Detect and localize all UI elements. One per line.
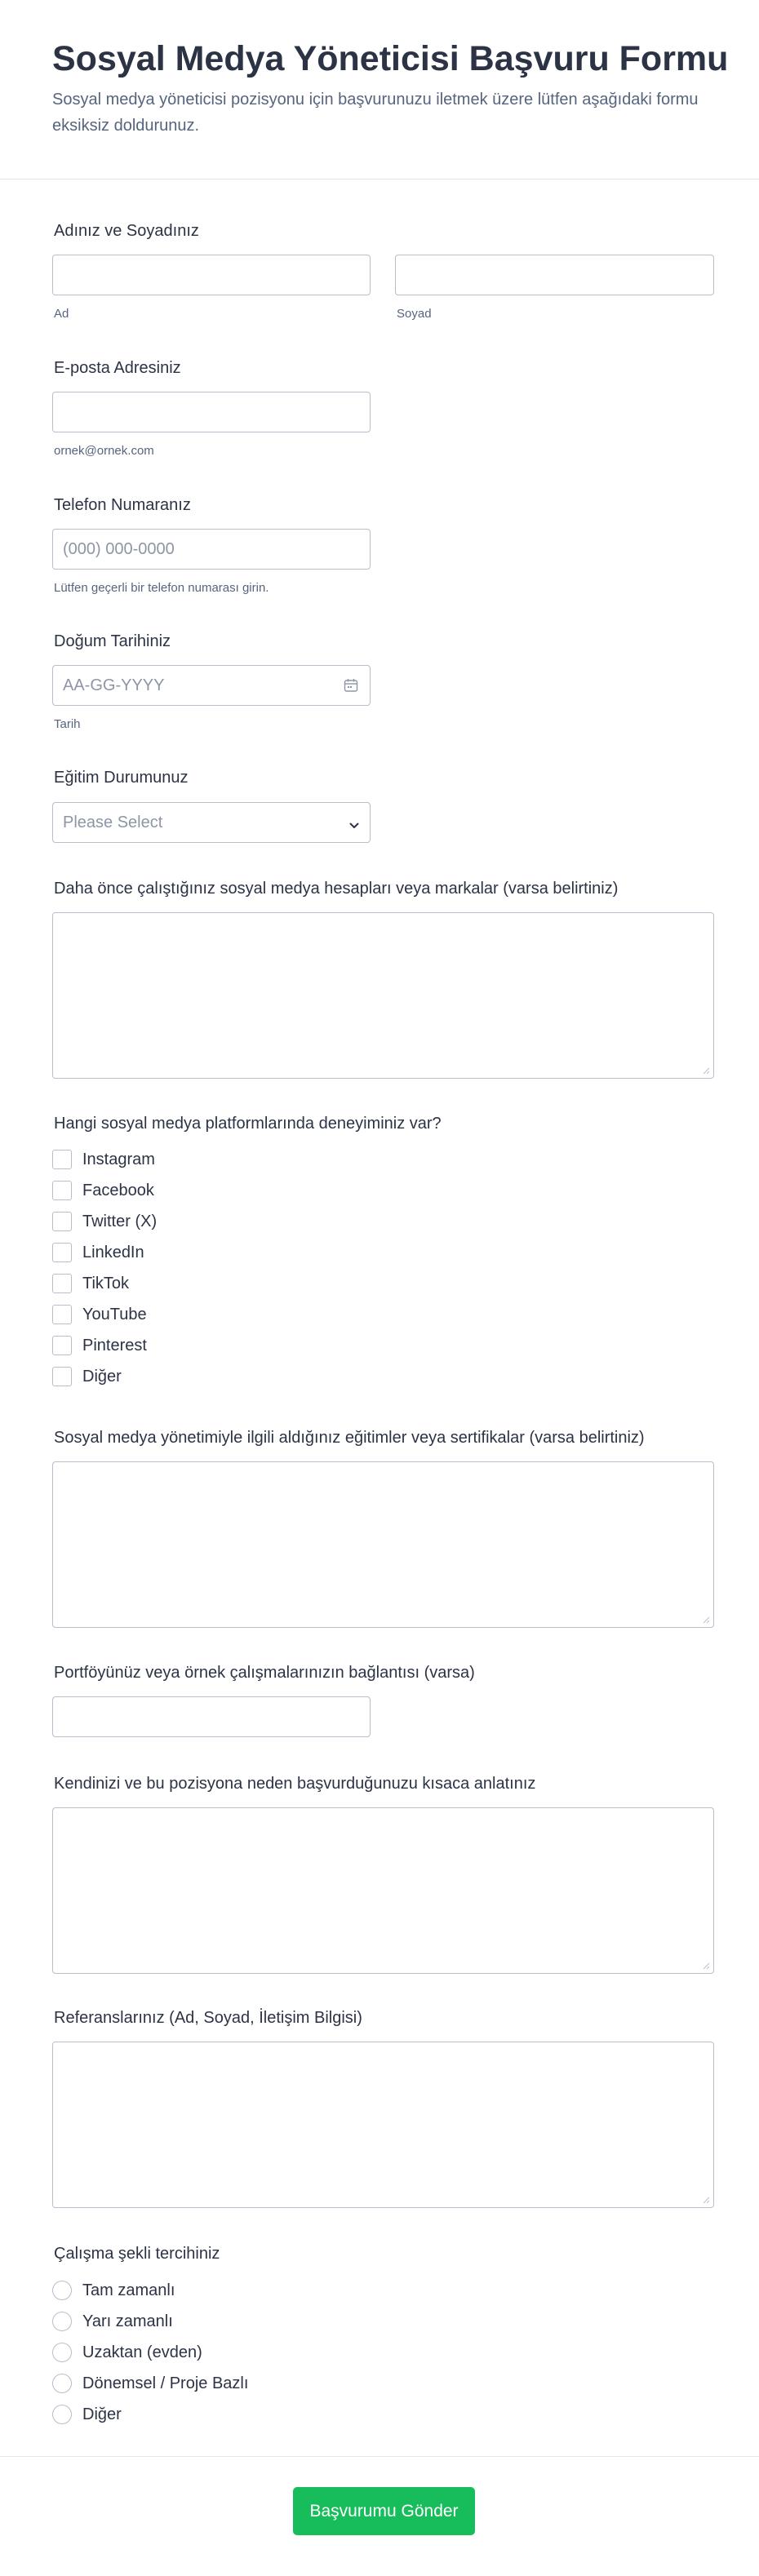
- checkbox[interactable]: [52, 1305, 72, 1324]
- option-label: TikTok: [82, 1275, 130, 1292]
- radio-button[interactable]: [52, 2374, 72, 2393]
- submit-button[interactable]: Başvurumu Gönder: [293, 2487, 475, 2535]
- motivation-label: Kendinizi ve bu pozisyona neden başvurduğunuzu kısaca anlatınız: [54, 1775, 536, 1793]
- form-title: Sosyal Medya Yöneticisi Başvuru Formu: [52, 39, 729, 78]
- resize-grip-icon[interactable]: [702, 2196, 710, 2204]
- checkbox[interactable]: [52, 1150, 72, 1169]
- birthdate-placeholder: AA-GG-YYYY: [63, 676, 165, 694]
- option-label: Uzaktan (evden): [82, 2343, 202, 2361]
- first-name-input[interactable]: [52, 255, 371, 295]
- phone-input[interactable]: [52, 529, 371, 570]
- previous-accounts-label: Daha önce çalıştığınız sosyal medya hesapları veya markalar (varsa belirtiniz): [54, 880, 619, 898]
- birthdate-label: Doğum Tarihiniz: [54, 632, 171, 650]
- education-select[interactable]: [52, 802, 371, 843]
- option-label: Dönemsel / Proje Bazlı: [82, 2374, 249, 2392]
- resize-grip-icon[interactable]: [702, 1066, 710, 1075]
- checkbox[interactable]: [52, 1367, 72, 1386]
- option-label: Pinterest: [82, 1337, 147, 1355]
- option-label: Yarı zamanlı: [82, 2312, 173, 2330]
- email-input[interactable]: [52, 392, 371, 432]
- calendar-icon[interactable]: [344, 678, 358, 693]
- resize-grip-icon[interactable]: [702, 1962, 710, 1970]
- option-label: Diğer: [82, 1368, 122, 1386]
- resize-grip-icon[interactable]: [702, 1616, 710, 1624]
- last-name-input[interactable]: [395, 255, 714, 295]
- option-label: Tam zamanlı: [82, 2281, 175, 2299]
- form-header: [0, 0, 759, 180]
- certifications-textarea[interactable]: [52, 1461, 714, 1628]
- education-label: Eğitim Durumunuz: [54, 769, 189, 787]
- platforms-label: Hangi sosyal medya platformlarında deneyiminiz var?: [54, 1115, 442, 1133]
- option-label: LinkedIn: [82, 1244, 144, 1261]
- radio-button[interactable]: [52, 2281, 72, 2300]
- checkbox[interactable]: [52, 1212, 72, 1231]
- phone-label: Telefon Numaranız: [54, 496, 191, 514]
- checkbox[interactable]: [52, 1243, 72, 1262]
- option-label: Twitter (X): [82, 1213, 158, 1230]
- work-type-label: Çalışma şekli tercihiniz: [54, 2245, 220, 2263]
- checkbox[interactable]: [52, 1181, 72, 1200]
- birthdate-sublabel: Tarih: [54, 717, 81, 731]
- phone-sublabel: Lütfen geçerli bir telefon numarası girin.: [54, 581, 269, 595]
- checkbox[interactable]: [52, 1336, 72, 1355]
- portfolio-label: Portföyünüz veya örnek çalışmalarınızın bağlantısı (varsa): [54, 1664, 475, 1682]
- previous-accounts-textarea[interactable]: [52, 912, 714, 1079]
- form-description: Sosyal medya yöneticisi pozisyonu için başvurunuzu iletmek üzere lütfen aşağıdaki formu eksiksiz doldurunuz.: [52, 91, 699, 135]
- references-textarea[interactable]: [52, 2042, 714, 2208]
- birthdate-input[interactable]: [52, 665, 371, 706]
- option-label: YouTube: [82, 1306, 147, 1323]
- radio-button[interactable]: [52, 2405, 72, 2424]
- chevron-down-icon: [348, 818, 360, 829]
- radio-button[interactable]: [52, 2312, 72, 2331]
- email-label: E-posta Adresiniz: [54, 359, 181, 377]
- last-name-sublabel: Soyad: [397, 307, 432, 321]
- name-label: Adınız ve Soyadınız: [54, 222, 199, 240]
- motivation-textarea[interactable]: [52, 1807, 714, 1974]
- references-label: Referanslarınız (Ad, Soyad, İletişim Bilgisi): [54, 2009, 362, 2027]
- radio-button[interactable]: [52, 2343, 72, 2362]
- checkbox[interactable]: [52, 1274, 72, 1293]
- option-label: Diğer: [82, 2405, 122, 2423]
- footer-divider: [0, 2456, 759, 2457]
- first-name-sublabel: Ad: [54, 307, 69, 321]
- option-label: Instagram: [82, 1151, 155, 1168]
- email-sublabel: ornek@ornek.com: [54, 444, 154, 458]
- portfolio-input[interactable]: [52, 1696, 371, 1737]
- option-label: Facebook: [82, 1182, 154, 1199]
- education-selected-value: Please Select: [63, 814, 163, 831]
- certifications-label: Sosyal medya yönetimiyle ilgili aldığınız eğitimler veya sertifikalar (varsa belirtiniz): [54, 1429, 645, 1447]
